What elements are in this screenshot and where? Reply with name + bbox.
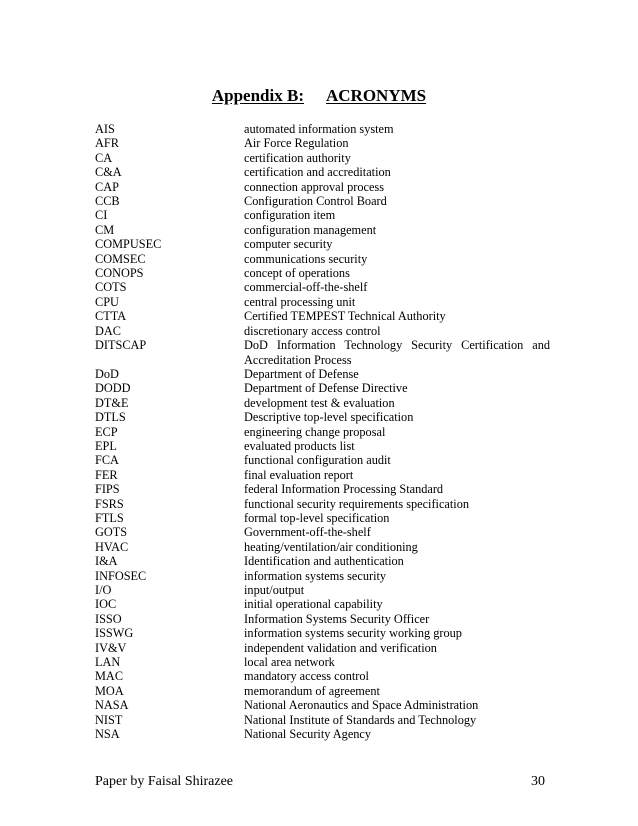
acronym-row	[95, 165, 550, 179]
acronym-abbreviation: COMSEC	[95, 251, 146, 266]
acronym-abbreviation: CAP	[95, 179, 119, 194]
acronym-row	[95, 554, 550, 568]
acronym-list	[95, 122, 550, 741]
acronym-definition: DoD Information Technology Security Certification and Accreditation Process	[244, 338, 550, 367]
acronym-row	[95, 295, 550, 309]
acronym-row	[95, 727, 550, 741]
acronym-abbreviation: IV&V	[95, 640, 127, 655]
acronym-abbreviation: DITSCAP	[95, 338, 147, 353]
acronym-definition: Government-off-the-shelf	[244, 525, 371, 540]
acronym-row	[95, 122, 550, 136]
acronym-row	[95, 597, 550, 611]
acronym-row	[95, 180, 550, 194]
acronym-abbreviation: NIST	[95, 712, 123, 727]
appendix-label: Appendix B:	[211, 86, 304, 105]
acronym-row	[95, 626, 550, 640]
acronym-definition: Information Systems Security Officer	[244, 611, 430, 626]
page-footer	[95, 773, 545, 791]
acronym-row	[95, 655, 550, 669]
acronym-definition: mandatory access control	[244, 669, 369, 684]
acronym-definition: information systems security working group	[244, 626, 462, 641]
acronym-row	[95, 266, 550, 280]
acronym-abbreviation: CI	[95, 208, 108, 223]
acronym-abbreviation: DoD	[95, 366, 119, 381]
acronym-definition: certification authority	[244, 150, 351, 165]
acronym-row	[95, 583, 550, 597]
acronym-definition: automated information system	[244, 122, 394, 136]
acronym-abbreviation: INFOSEC	[95, 568, 147, 583]
acronym-definition: input/output	[244, 583, 305, 597]
acronym-row	[95, 453, 550, 467]
acronym-abbreviation: CCB	[95, 194, 120, 209]
acronym-abbreviation: GOTS	[95, 525, 128, 540]
acronym-row	[95, 468, 550, 482]
acronym-row	[95, 338, 550, 367]
acronym-abbreviation: MAC	[95, 669, 124, 684]
acronym-definition: formal top-level specification	[244, 510, 390, 525]
acronym-abbreviation: FTLS	[95, 510, 124, 525]
acronym-abbreviation: DODD	[95, 381, 131, 396]
acronym-definition: engineering change proposal	[244, 424, 386, 439]
acronym-definition: computer security	[244, 237, 333, 252]
acronym-row	[95, 497, 550, 511]
acronym-row	[95, 208, 550, 222]
acronym-definition: concept of operations	[244, 266, 350, 281]
acronym-definition: National Institute of Standards and Technology	[244, 712, 477, 727]
acronym-definition: independent validation and verification	[244, 640, 437, 655]
acronym-abbreviation: ISSO	[95, 611, 122, 626]
acronym-definition: National Aeronautics and Space Administration	[244, 698, 479, 713]
acronym-abbreviation: FCA	[95, 453, 119, 468]
acronym-row	[95, 194, 550, 208]
acronym-definition: communications security	[244, 251, 368, 266]
acronym-row	[95, 223, 550, 237]
acronym-definition: Air Force Regulation	[244, 136, 349, 151]
acronym-definition: discretionary access control	[244, 323, 381, 338]
acronym-abbreviation: NASA	[95, 698, 129, 713]
acronym-abbreviation: AIS	[95, 122, 115, 136]
acronym-row	[95, 381, 550, 395]
acronym-abbreviation: CTTA	[95, 309, 127, 324]
acronym-abbreviation: C&A	[95, 165, 122, 180]
acronym-row	[95, 151, 550, 165]
acronym-row	[95, 641, 550, 655]
acronym-abbreviation: COMPUSEC	[95, 237, 162, 252]
acronym-row	[95, 410, 550, 424]
acronym-definition: certification and accreditation	[244, 165, 391, 180]
acronym-row	[95, 367, 550, 381]
acronym-definition: final evaluation report	[244, 467, 354, 482]
acronym-definition: functional security requirements specification	[244, 496, 470, 511]
acronym-definition: memorandum of agreement	[244, 683, 380, 698]
acronym-abbreviation: EPL	[95, 438, 117, 453]
acronym-abbreviation: I&A	[95, 554, 118, 569]
acronym-abbreviation: FER	[95, 467, 118, 482]
page-number: 30	[531, 774, 545, 789]
acronym-abbreviation: I/O	[95, 583, 112, 597]
acronym-definition: evaluated products list	[244, 438, 355, 453]
acronym-definition: Certified TEMPEST Technical Authority	[244, 309, 446, 324]
acronym-definition: information systems security	[244, 568, 387, 583]
acronym-abbreviation: COTS	[95, 280, 127, 295]
footer-author: Paper by Faisal Shirazee	[95, 774, 234, 789]
acronym-row	[95, 612, 550, 626]
acronym-definition: initial operational capability	[244, 597, 383, 612]
acronym-abbreviation: ISSWG	[95, 626, 134, 641]
acronym-abbreviation: ECP	[95, 424, 118, 439]
acronym-row	[95, 136, 550, 150]
acronym-abbreviation: CM	[95, 222, 115, 237]
acronym-definition: functional configuration audit	[244, 453, 391, 468]
acronym-abbreviation: DAC	[95, 323, 121, 338]
acronym-row	[95, 511, 550, 525]
acronym-abbreviation: HVAC	[95, 539, 129, 554]
acronym-abbreviation: MOA	[95, 683, 124, 698]
acronym-row	[95, 713, 550, 727]
acronym-abbreviation: CPU	[95, 294, 119, 309]
acronym-abbreviation: NSA	[95, 727, 120, 742]
acronym-definition: Identification and authentication	[244, 554, 404, 569]
acronym-row	[95, 396, 550, 410]
acronym-row	[95, 540, 550, 554]
acronym-abbreviation: DTLS	[95, 410, 126, 425]
acronym-abbreviation: AFR	[95, 136, 119, 151]
acronym-definition: Configuration Control Board	[244, 194, 387, 209]
acronym-row	[95, 237, 550, 251]
acronym-definition: Department of Defense	[244, 366, 359, 381]
acronym-abbreviation: LAN	[95, 655, 121, 670]
acronym-row	[95, 439, 550, 453]
acronym-row	[95, 280, 550, 294]
acronym-definition: configuration item	[244, 208, 336, 223]
acronym-row	[95, 252, 550, 266]
acronym-abbreviation: CONOPS	[95, 266, 144, 281]
acronym-definition: heating/ventilation/air conditioning	[244, 539, 418, 554]
acronym-definition: federal Information Processing Standard	[244, 482, 444, 497]
acronym-abbreviation: FIPS	[95, 482, 120, 497]
acronym-row	[95, 309, 550, 323]
acronym-definition: commercial-off-the-shelf	[244, 280, 368, 295]
acronym-row	[95, 425, 550, 439]
acronym-row	[95, 684, 550, 698]
page-title	[0, 86, 638, 106]
acronym-definition: Descriptive top-level specification	[244, 410, 414, 425]
acronym-abbreviation: IOC	[95, 597, 117, 612]
acronym-abbreviation: CA	[95, 150, 113, 165]
acronym-row	[95, 569, 550, 583]
acronym-row	[95, 525, 550, 539]
acronym-definition: National Security Agency	[244, 727, 372, 742]
acronym-abbreviation: FSRS	[95, 496, 124, 511]
acronym-definition: connection approval process	[244, 179, 384, 194]
acronym-row	[95, 324, 550, 338]
acronym-row	[95, 669, 550, 683]
acronym-definition: central processing unit	[244, 294, 356, 309]
acronym-definition: local area network	[244, 655, 335, 670]
acronym-definition: Department of Defense Directive	[244, 381, 408, 396]
acronym-row	[95, 698, 550, 712]
acronym-row	[95, 482, 550, 496]
acronym-definition: development test & evaluation	[244, 395, 395, 410]
acronym-definition: configuration management	[244, 222, 377, 237]
appendix-heading: ACRONYMS	[326, 86, 427, 105]
acronym-abbreviation: DT&E	[95, 395, 129, 410]
